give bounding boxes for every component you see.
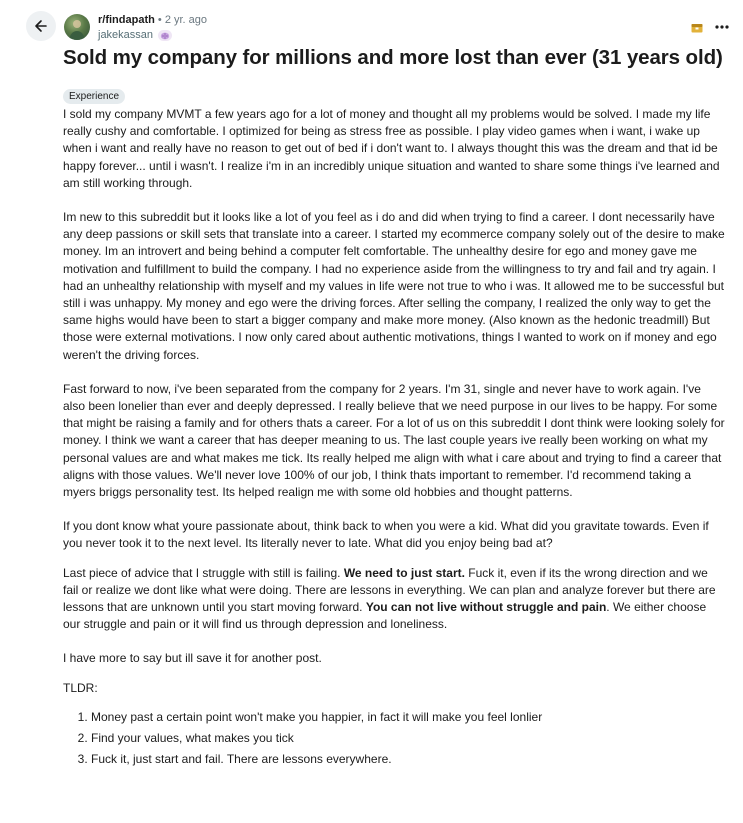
subreddit-avatar[interactable] [64,14,90,40]
p5-text-e: . We either choose our struggle and pain or it will find us through depression and loneliness. [63,600,707,632]
subreddit-link[interactable]: r/findapath [98,14,155,26]
body-paragraph-5 [63,565,725,634]
post-flair[interactable]: Experience [63,89,125,104]
meta-separator: • [157,14,162,26]
body-paragraph-4: If you dont know what youre passionate about, think back to when you were a kid. What did you gravitate towards. Even if you never took it to the next level. Its literally never to late. What did you enjoy being bad at? [63,519,709,551]
username-link[interactable]: jakekassan [98,29,154,41]
brain-icon [158,30,172,41]
post-body [63,106,725,773]
post-meta [98,13,207,43]
arrow-left-icon [33,18,49,34]
back-button[interactable] [26,11,56,41]
tldr-label: TLDR: [63,680,98,695]
body-paragraph-1: I sold my company MVMT a few years ago for a lot of money and thought all my problems would be solved. I made my life really cushy and comfortable. I optimized for being as stress free as possible. I play video games when i want, i wake up when i want and really have no reason to get out of bed if i don't want to. I always thought this was the dream and that id be happy forever... until i wasn't. I realize i'm in an incredibly unique situation and wanted to share some things i've learned and am still working through. [63,107,720,190]
list-item: 1. Money past a certain point won't make you happier, in fact it will make you feel lonlier [91,709,725,726]
post-time: 2 yr. ago [164,14,208,26]
tldr-list [63,709,725,769]
more-horizontal-icon[interactable] [715,20,729,30]
p5-bold-a: We need to just start. [343,565,465,580]
p5-bold-b: You can not live without struggle and pain [365,600,607,615]
post-title: Sold my company for millions and more lost than ever (31 years old) [63,46,723,69]
avatar-image [64,14,90,40]
p5-text-c: Fuck it, even if its the wrong direction and we fail or realize we dont like what were doing. There are lessons in everything. We can plan and analyze forever but there are lessons that are unknown until you start moving forward. [63,565,716,615]
mod-shield-icon[interactable] [691,20,703,30]
list-item: 2. Find your values, what makes you tick [91,730,725,747]
post-actions [691,20,729,30]
body-paragraph-6: I have more to say but ill save it for another post. [63,651,322,666]
body-paragraph-2: Im new to this subreddit but it looks like a lot of you feel as i do and did when trying to find a career. I dont necessarily have any deep passions or skill sets that translate into a career. I started my ecommerce company solely out of the desire to make money. Im an introvert and being behind a computer felt comfortable. The unhealthy desire for ego and money gave me motivation and fulfillment to build the company. I had no experience aside from the willingness to try and fail and try again. I had an unhealthy relationship with myself and my values in life were not true to who i was. It allowed me to be successful but still i was unhappy. My money and ego were the driving forces. After selling the company, I realized the only way to get the same highs would have been to start a bigger company and make more money. (Also known as the hedonic treadmill) But those were external motivations. I now only cared about authentic motivations, things I wanted to work on if money and ego weren't the driving forces. [63,210,725,362]
body-paragraph-3: Fast forward to now, i've been separated from the company for 2 years. I'm 31, single and never have to work again. I've also been lonelier than ever and deeply depressed. I really believe that we need purpose in our lives to be happy. For some that might be raising a family and for others thats a career. For a lot of us on this subreddit I dont think were looking solely for money. I think we want a career that has deeper meaning to us. The last couple years ive really been working on what my personal values are and what makes me tick. Its really helped me align with what i care about and trying to find a career that aligns with those values. We'll never love 100% of our job, I think thats important to remember. I'd recommend taking a myers briggs personality test. Its helped realign me with some old hobbies and thought patterns. [63,381,725,500]
list-item: 3. Fuck it, just start and fail. There are lessons everywhere. [91,751,725,768]
p5-text-a: Last piece of advice that I struggle with still is failing. [63,565,344,580]
